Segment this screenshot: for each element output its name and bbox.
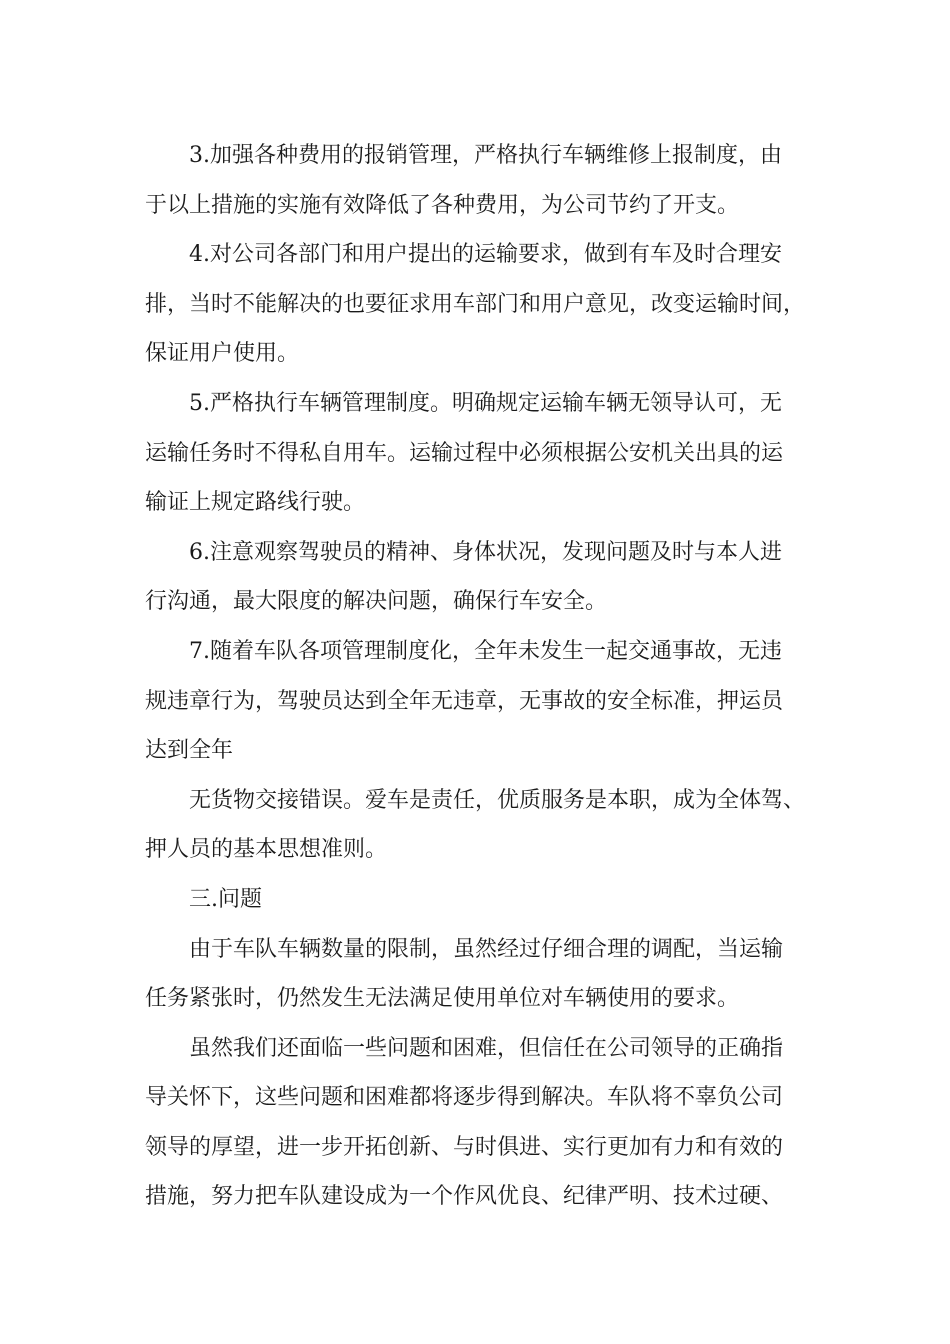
section-heading-problems: 三.问题: [189, 886, 262, 912]
paragraph-problem: 由于车队车辆数量的限制，虽然经过仔细合理的调配，当运输 任务紧张时，仍然发生无法满足使用单位对车辆使用的要求。: [145, 936, 784, 1012]
paragraph-item-5: 5.严格执行车辆管理制度。明确规定运输车辆无领导认可，无 运输任务时不得私自用车。运输过程中必须根据公安机关出具的运 输证上规定路线行驶。: [145, 390, 784, 516]
document-body: [145, 131, 810, 1222]
paragraph-item-7: 7.随着车队各项管理制度化，全年未发生一起交通事故，无违 规违章行为，驾驶员达到全年无违章，无事故的安全标准，押运员 达到全年: [145, 638, 784, 764]
paragraph-continuation: 无货物交接错误。爱车是责任，优质服务是本职，成为全体驾、 押人员的基本思想准则。: [145, 787, 806, 863]
paragraph-item-3: 3.加强各种费用的报销管理，严格执行车辆维修上报制度，由 于以上措施的实施有效降低了各种费用，为公司节约了开支。: [145, 143, 782, 218]
paragraph-closing: 虽然我们还面临一些问题和困难，但信任在公司领导的正确指 导关怀下，这些问题和困难都将逐步得到解决。车队将不辜负公司 领导的厚望，进一步开拓创新、与时俱进、实行更加有力和有效的 措施，努力把车队建设成为一个作风优良、纪律严明、技术过硬、: [145, 1035, 784, 1210]
paragraph-item-4: 4.对公司各部门和用户提出的运输要求，做到有车及时合理安 排，当时不能解决的也要征求用车部门和用户意见，改变运输时间， 保证用户使用。: [145, 242, 806, 367]
paragraph-item-6: 6.注意观察驾驶员的精神、身体状况，发现问题及时与本人进 行沟通，最大限度的解决问题，确保行车安全。: [145, 539, 782, 615]
